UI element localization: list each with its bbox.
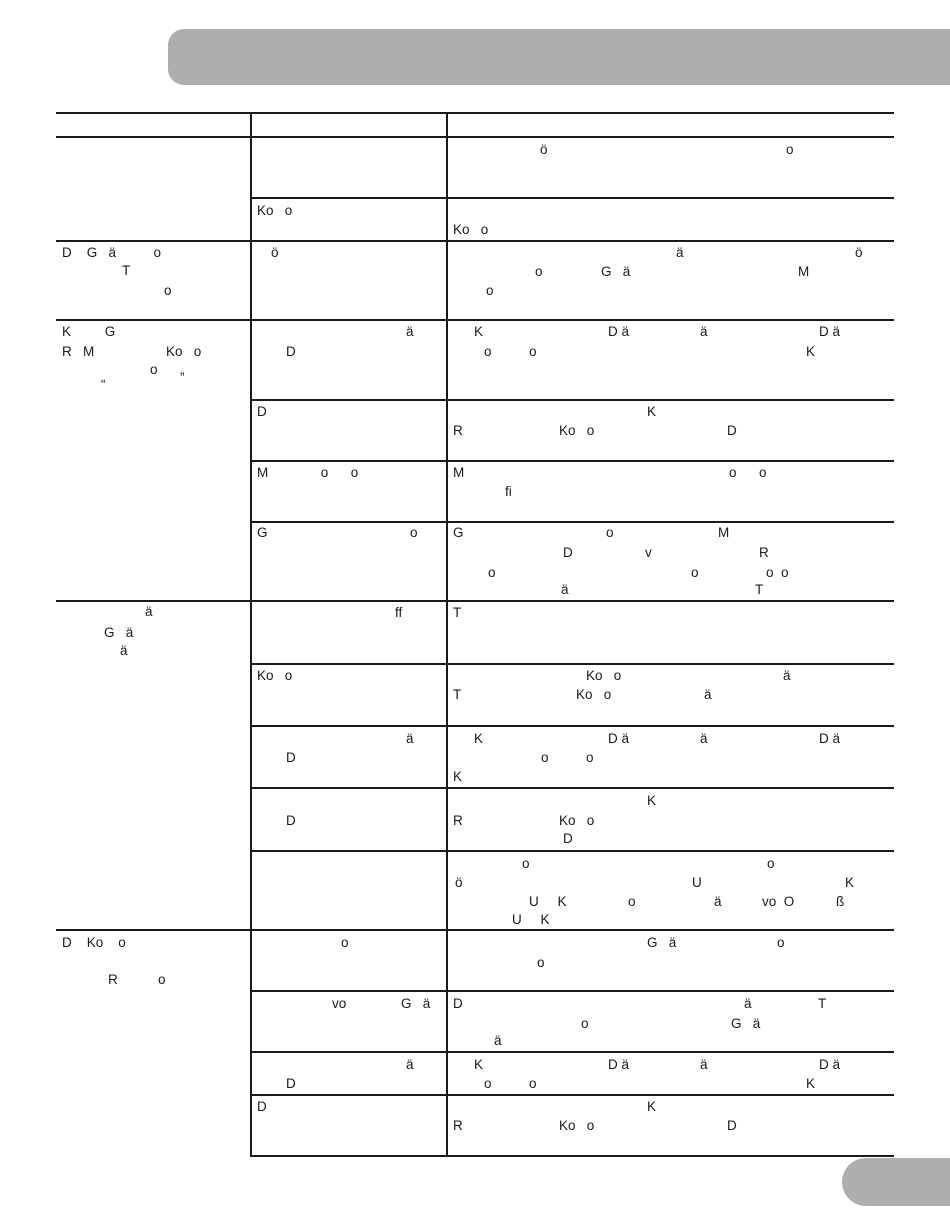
table-cell-text: ö	[540, 142, 548, 157]
table-cell-text: G ä	[647, 935, 677, 950]
column-divider	[250, 112, 252, 1157]
table-cell-text: R M	[62, 344, 95, 359]
table-cell-text: D ä	[608, 1057, 630, 1072]
subrow-rule	[250, 787, 894, 789]
table-cell-text: D	[727, 423, 737, 438]
subrow-rule	[250, 460, 894, 462]
table-cell-text: K	[647, 1099, 657, 1114]
header-bottom-rule	[56, 136, 894, 138]
table-cell-text: D	[257, 1099, 267, 1114]
table-cell-text: Ko o	[576, 687, 612, 702]
table-cell-text: T	[818, 996, 827, 1011]
table-cell-text: T	[755, 582, 764, 597]
subrow-rule	[250, 197, 894, 199]
table-cell-text: ä	[120, 643, 128, 658]
table-cell-text: o o	[541, 750, 594, 765]
table-cell-text: D	[453, 996, 463, 1011]
table-cell-text: K	[453, 769, 463, 784]
table-cell-text: o	[488, 565, 496, 580]
table-cell-text: ä	[145, 604, 153, 619]
table-cell-text: o o	[484, 344, 537, 359]
table-cell-text: R	[108, 972, 118, 987]
subrow-rule	[250, 399, 894, 401]
row-rule	[56, 240, 894, 242]
table-cell-text: ä	[783, 668, 791, 683]
table-cell-text: U	[692, 875, 702, 890]
subrow-rule	[250, 521, 894, 523]
table-cell-text: Ko o	[257, 668, 293, 683]
table-cell-text: G ä	[104, 625, 134, 640]
table-cell-text: ö	[855, 245, 863, 260]
table-cell-text: Ko o	[586, 668, 622, 683]
table-cell-text: K	[845, 875, 855, 890]
table-cell-text: D ä	[819, 1057, 841, 1072]
table-cell-text: R	[453, 1118, 463, 1133]
table-cell-text: U K	[512, 912, 550, 927]
table-cell-text: o	[767, 856, 775, 871]
column-divider	[446, 112, 448, 1157]
table-cell-text: o	[581, 1016, 589, 1031]
subrow-rule	[250, 663, 894, 665]
table-cell-text: G ä	[401, 996, 431, 1011]
table-cell-text: ä	[700, 731, 708, 746]
table-cell-text: D	[727, 1118, 737, 1133]
table-cell-text: ä	[714, 894, 722, 909]
table-cell-text: M	[798, 264, 810, 279]
table-cell-text: ä	[561, 582, 569, 597]
table-cell-text: T	[453, 605, 462, 620]
table-cell-text: D ä	[819, 731, 841, 746]
table-cell-text: o	[535, 264, 543, 279]
table-cell-text: o o	[766, 565, 789, 580]
table-cell-text: ä	[406, 324, 414, 339]
table-cell-text: ä	[406, 1057, 414, 1072]
table-cell-text: o	[606, 525, 614, 540]
table-cell-text: D	[257, 404, 267, 419]
table-cell-text: K	[474, 731, 484, 746]
table-cell-text: M o o	[257, 465, 359, 480]
table-cell-text: o	[628, 894, 636, 909]
table-cell-text: D Ko o	[62, 935, 126, 950]
table-cell-text: o	[691, 565, 699, 580]
table-cell-text: Ko o	[257, 203, 293, 218]
table-cell-text: Ko o	[559, 1118, 595, 1133]
table-cell-text: D	[286, 813, 296, 828]
table-cell-text: D	[563, 545, 573, 560]
table-cell-text: ä	[700, 1057, 708, 1072]
table-cell-text: R	[759, 545, 769, 560]
table-cell-text: D	[286, 750, 296, 765]
table-cell-text: ä	[744, 996, 752, 1011]
table-cell-text: D ä	[819, 324, 841, 339]
table-cell-text: vo	[332, 996, 347, 1011]
table-cell-text: M	[718, 525, 730, 540]
row-rule	[56, 319, 894, 321]
table-cell-text: ö	[271, 245, 279, 260]
subrow-rule	[250, 1094, 894, 1096]
table-cell-text: G ä	[601, 264, 631, 279]
table-cell-text: K	[474, 1057, 484, 1072]
table-cell-text: Ko o	[559, 423, 595, 438]
table-cell-text: K G	[62, 324, 116, 339]
table-cell-text: D	[286, 1076, 296, 1091]
table-cell-text: D	[563, 831, 573, 846]
table-cell-text: “	[101, 377, 106, 392]
table-cell-text: Ko o	[453, 222, 489, 237]
table-cell-text: vo O	[762, 894, 795, 909]
table-cell-text: D ä	[608, 324, 630, 339]
table-cell-text: G	[257, 525, 268, 540]
table-cell-text: R	[453, 813, 463, 828]
table-cell-text: D ä	[608, 731, 630, 746]
table-cell-text: K	[647, 404, 657, 419]
table-cell-text: o	[786, 142, 794, 157]
table-cell-text: U K	[529, 894, 567, 909]
table-cell-text: D	[286, 344, 296, 359]
table-cell-text: ä	[406, 731, 414, 746]
subrow-rule	[250, 1051, 894, 1053]
table-cell-text: v	[645, 545, 652, 560]
table-cell-text: T	[122, 263, 131, 278]
table-cell-text: ä	[494, 1033, 502, 1048]
table-cell-text: K	[474, 324, 484, 339]
table-cell-text: o	[410, 525, 418, 540]
table-bottom-rule	[250, 1155, 894, 1157]
page-tab	[842, 1158, 950, 1206]
table-cell-text: ä	[676, 245, 684, 260]
table-cell-text: o	[537, 955, 545, 970]
table-cell-text: R	[453, 423, 463, 438]
table-cell-text: G	[453, 525, 464, 540]
table-cell-text: o	[522, 856, 530, 871]
table-cell-text: o	[777, 935, 785, 950]
table-cell-text: D G ä o	[62, 245, 162, 260]
subrow-rule	[250, 850, 894, 852]
table-cell-text: Ko o	[166, 344, 202, 359]
table-cell-text: o	[341, 935, 349, 950]
row-rule	[56, 929, 894, 931]
table-cell-text: o	[150, 362, 158, 377]
table-cell-text: „	[180, 362, 185, 377]
table-cell-text: K	[647, 793, 657, 808]
table-cell-text: fi	[505, 484, 512, 499]
table-cell-text: o	[158, 972, 166, 987]
table-cell-text: K	[806, 344, 816, 359]
table-cell-text: K	[806, 1076, 816, 1091]
table-cell-text: ß	[836, 894, 845, 909]
table-cell-text: ä	[704, 687, 712, 702]
table-cell-text: ö	[455, 875, 463, 890]
table-cell-text: G ä	[731, 1016, 761, 1031]
table-cell-text: o o	[484, 1076, 537, 1091]
table-cell-text: o	[486, 283, 494, 298]
table-cell-text: o o	[729, 465, 767, 480]
table-cell-text: ff	[395, 605, 403, 620]
table-cell-text: o	[164, 283, 172, 298]
row-rule	[56, 600, 894, 602]
table-cell-text: ä	[700, 324, 708, 339]
subrow-rule	[250, 990, 894, 992]
subrow-rule	[250, 725, 894, 727]
table-cell-text: Ko o	[559, 813, 595, 828]
table-cell-text: T	[453, 687, 462, 702]
table-cell-text: M	[453, 465, 465, 480]
table-top-rule	[56, 112, 894, 114]
